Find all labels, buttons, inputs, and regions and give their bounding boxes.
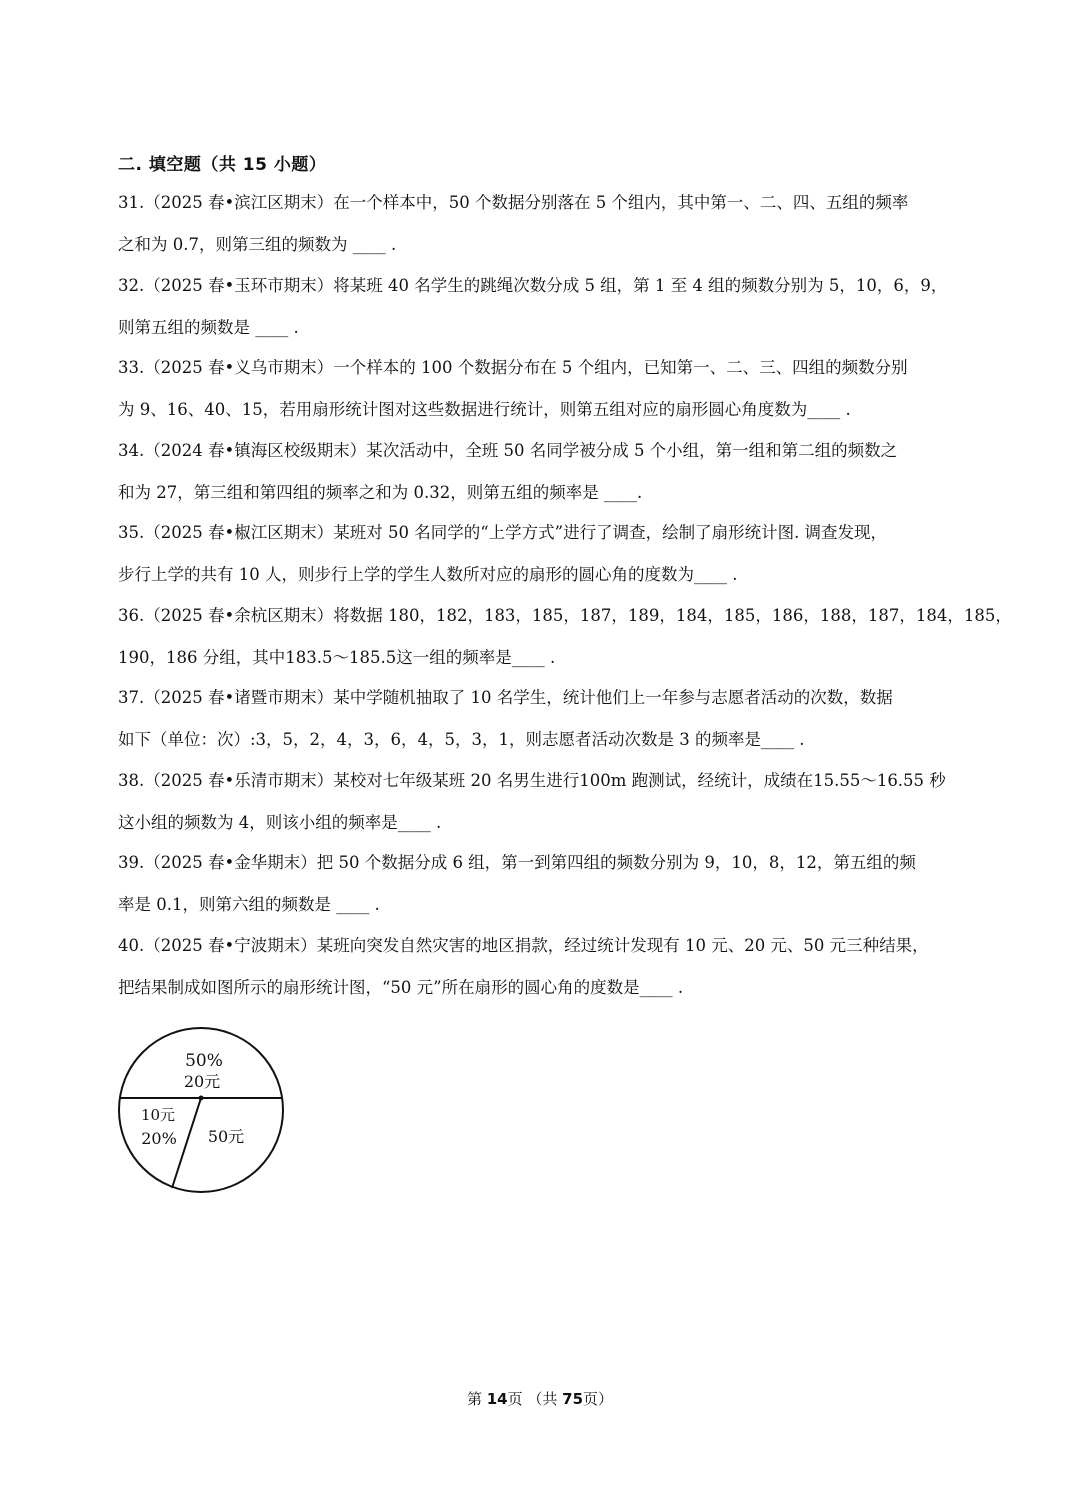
question-35-line1: 35.（2025 春•椒江区期末）某班对 50 名同学的“上学方式”进行了调查，绘制了扇形统计图. 调查发现， [118,523,888,542]
pie-chart [116,1025,286,1195]
question-38-line1: 38.（2025 春•乐清市期末）某校对七年级某班 20 名男生进行100m 跑测试，经统计，成绩在15.55～16.55 秒 [118,770,946,790]
question-36-line2: 190，186 分组，其中183.5～185.5这一组的频率是____ . [118,647,556,667]
question-35-line2: 步行上学的共有 10 人，则步行上学的学生人数所对应的扇形的圆心角的度数为____ . [118,565,738,584]
section-title: 二. 填空题（共 15 小题） [118,155,327,175]
page-total: 75 [562,1390,584,1408]
slice-20-label: 20元 [183,1072,221,1091]
question-39-line2: 率是 0.1，则第六组的频数是 ____ . [118,895,380,914]
question-31-line1: 31.（2025 春•滨江区期末）在一个样本中，50 个数据分别落在 5 个组内，其中第一、二、四、五组的频率 [118,193,909,212]
slice-10-percent: 20% [141,1129,177,1148]
question-32-line2: 则第五组的频数是 ____ . [118,317,299,337]
question-40-line2: 把结果制成如图所示的扇形统计图，“50 元”所在扇形的圆心角的度数是____ . [118,977,684,997]
question-37-line1: 37.（2025 春•诸暨市期末）某中学随机抽取了 10 名学生，统计他们上一年参与志愿者活动的次数，数据 [118,688,893,707]
page-number: 14 [486,1390,508,1408]
question-33-line2: 为 9、16、40、15，若用扇形统计图对这些数据进行统计，则第五组对应的扇形圆心角度数为____ . [118,400,851,419]
question-34-line1: 34.（2024 春•镇海区校级期末）某次活动中，全班 50 名同学被分成 5 个小组，第一组和第二组的频数之 [118,440,898,460]
page-footer: 第 14页 （共 75页） [466,1390,614,1408]
question-39-line1: 39.（2025 春•金华期末）把 50 个数据分成 6 组，第一到第四组的频数分别为 9，10，8，12，第五组的频 [118,853,916,872]
question-36-line1: 36.（2025 春•余杭区期末）将数据 180，182，183，185，187，189，184，185，186，188，187，184，185， [118,605,1012,625]
slice-20-percent: 50% [185,1051,223,1071]
question-40-line1: 40.（2025 春•宁波期末）某班向突发自然灾害的地区捐款，经过统计发现有 10 元、20 元、50 元三种结果， [118,935,929,955]
question-38-line2: 这小组的频数为 4，则该小组的频率是____ . [118,812,442,832]
pie-center-dot [199,1096,204,1101]
question-32-line1: 32.（2025 春•玉环市期末）将某班 40 名学生的跳绳次数分成 5 组，第 1 至 4 组的频数分别为 5，10，6，9， [118,275,948,295]
question-31-line2: 之和为 0.7，则第三组的频数为 ____ . [118,235,397,254]
question-37-line2: 如下（单位：次）:3，5，2，4，3，6，4，5，3，1，则志愿者活动次数是 3 的频率是____ . [118,730,805,749]
question-33-line1: 33.（2025 春•义乌市期末）一个样本的 100 个数据分布在 5 个组内，已知第一、二、三、四组的频数分别 [118,358,908,377]
slice-10-label: 10元 [140,1106,176,1124]
question-34-line2: 和为 27，第三组和第四组的频率之和为 0.32，则第五组的频率是 ____. [118,482,643,502]
slice-50-label: 50元 [207,1127,245,1146]
